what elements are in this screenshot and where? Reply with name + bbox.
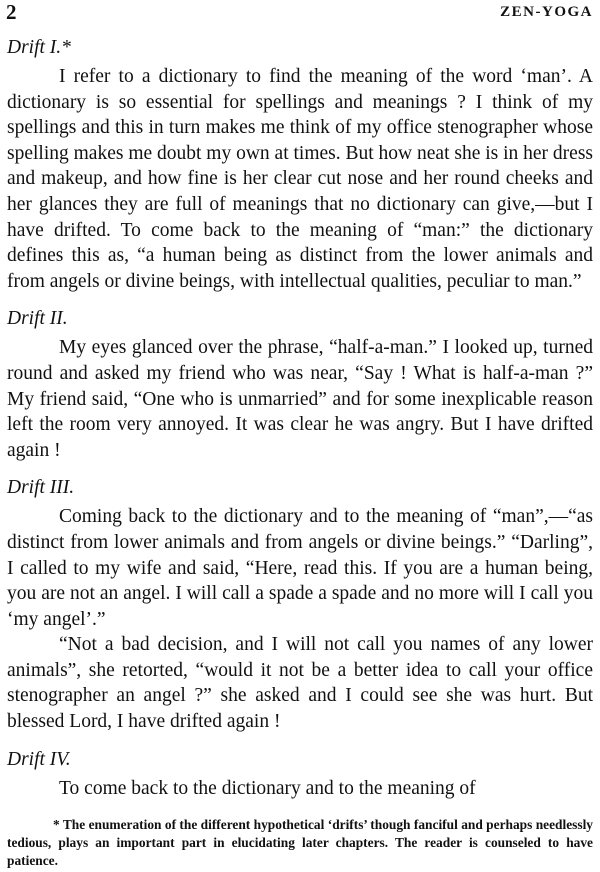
drift-3-paragraph-2: “Not a bad decision, and I will not call you names of any lower animals”, she retorted, “would it not be a better idea to call your office stenographer an angel ?” she asked and I could see she was hurt. But blessed Lord, I have drifted again ! [7, 634, 593, 733]
drift-4-heading: Drift IV. [7, 748, 71, 770]
drift-2-paragraph: My eyes glanced over the phrase, “half-a-man.” I looked up, turned round and asked my friend who was near, “Say ! What is half-a-man ?” My friend said, “One who is unmarried” and for some inexplicable reason left the room very annoyed. It was clear he was angry. But I have drifted again ! [7, 337, 593, 461]
drift-4-section [7, 746, 593, 802]
drift-1-heading: Drift I.* [7, 37, 71, 58]
drift-3-heading: Drift III. [7, 477, 75, 499]
drift-2-heading: Drift II. [7, 308, 68, 330]
page-body [7, 34, 593, 801]
drift-1-section [7, 34, 593, 294]
drift-4-paragraph: To come back to the dictionary and to the meaning of [59, 777, 476, 799]
drift-1-paragraph: I refer to a dictionary to find the meaning of the word ‘man’. A dictionary is so essential for spellings and meanings ? I think of my spellings and this in turn makes me think of my office stenographer whose spelling makes me doubt my own at times. But how neat she is in her dress and makeup, and how fine is her clear cut nose and her round cheeks and her glances they are full of meanings that no dictionary can give,—but I have drifted. To come back to the meaning of “man:” the dictionary defines this as, “a human being as distinct from the lower animals and from angels or divine beings, with intellectual qualities, peculiar to man.” [7, 66, 593, 292]
running-title: ZEN-YOGA [500, 4, 593, 20]
page-number: 2 [6, 0, 17, 24]
drift-3-paragraph-1: Coming back to the dictionary and to the meaning of “man”,—“as distinct from lower animals and from angels or divine beings.” “Darling”, I called to my wife and said, “Here, read this. If you are a human being, you are not an angel. I will call a spade a spade and no more will I call you ‘my angel’.” [7, 506, 593, 630]
drift-2-section [7, 305, 593, 463]
footnote: * The enumeration of the different hypothetical ‘drifts’ though fanciful and perhaps needlessly tedious, plays an important part in elucidating later chapters. The reader is counseled to have patience. [7, 817, 593, 868]
drift-3-section [7, 474, 593, 734]
